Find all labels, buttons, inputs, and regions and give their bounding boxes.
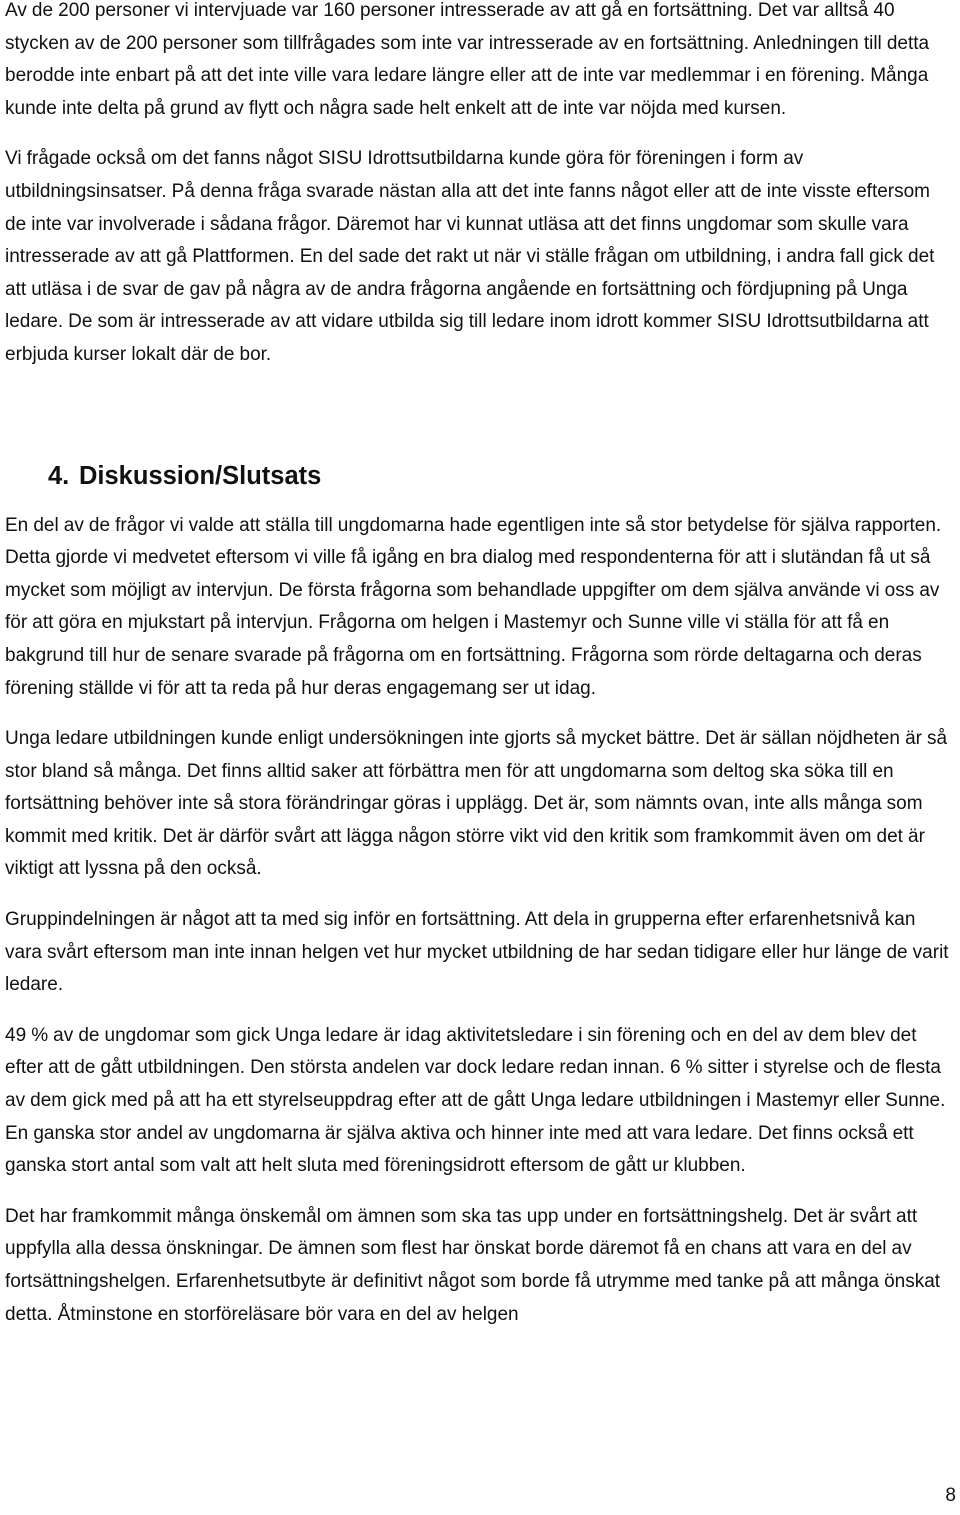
section-number: 4. [48,461,70,490]
section-heading [5,459,955,493]
body-paragraph: Unga ledare utbildningen kunde enligt undersökningen inte gjorts så mycket bättre. Det är sällan nöjdheten är så stor bland så många. Det finns alltid saker att förbättra men för att ungdomarna som deltog ska söka till en fortsättning behöver inte så stora förändringar göras i upplägg. Det är, som nämnts ovan, inte alls många som kommit med kritik. Det är därför svårt att lägga någon större vikt vid den kritik som framkommit även om det är viktigt att lyssna på den också. [5,728,948,880]
page-number: 8 [945,1485,956,1506]
document-page [5,0,955,1331]
body-paragraph: Gruppindelningen är något att ta med sig inför en fortsättning. Att dela in grupperna efter erfarenhetsnivå kan vara svårt eftersom man inte innan helgen vet hur mycket utbildning de har sedan tidigare eller hur länge de varit ledare. [5,909,949,996]
body-paragraph: En del av de frågor vi valde att ställa till ungdomarna hade egentligen inte så stor betydelse för själva rapporten. Detta gjorde vi medvetet eftersom vi ville få igång en bra dialog med respondenterna för att i slutändan få ut så mycket som möjligt av intervjun. De första frågorna som behandlade uppgifter om dem själva använde vi oss av för att göra en mjukstart på intervjun. Frågorna om helgen i Mastemyr och Sunne ville vi ställa för att få en bakgrund till hur de senare svarade på frågorna om en fortsättning. Frågorna som rörde deltagarna och deras förening ställde vi för att ta reda på hur deras engagemang ser ut idag. [5,514,942,699]
section-title: Diskussion/Slutsats [79,461,322,490]
body-paragraph: 49 % av de ungdomar som gick Unga ledare är idag aktivitetsledare i sin förening och en del av dem blev det efter att de gått utbildningen. Den största andelen var dock ledare redan innan. 6 % sitter i styrelse och de flesta av dem gick med på att ha ett styrelseuppdrag efter att de gått Unga ledare utbildningen i Mastemyr eller Sunne. En ganska stor andel av ungdomarna är själva aktiva och hinner inte med att vara ledare. Det finns också ett ganska stort antal som valt att helt sluta med föreningsidrott eftersom de gått ur klubben. [5,1024,946,1177]
body-paragraph: Av de 200 personer vi intervjuade var 160 personer intresserade av att gå en fortsättning. Det var alltså 40 stycken av de 200 personer som tillfrågades som inte var intresserade av en fortsättning. Anledningen till detta berodde inte enbart på att det inte ville vara ledare längre eller att de inte var medlemmar i en förening. Många kunde inte delta på grund av flytt och några sade helt enkelt att de inte var nöjda med kursen. [5,0,930,119]
body-paragraph: Vi frågade också om det fanns något SISU Idrottsutbildarna kunde göra för föreningen i form av utbildningsinsatser. På denna fråga svarade nästan alla att det inte fanns något eller att de inte visste eftersom de inte var involverade i sådana frågor. Däremot har vi kunnat utläsa att det finns ungdomar som skulle vara intresserade av att gå Plattformen. En del sade det rakt ut när vi ställe frågan om utbildning, i andra fall gick det att utläsa i de svar de gav på några av de andra frågorna angående en fortsättning och fördjupning på Unga ledare. De som är intresserade av att vidare utbilda sig till ledare inom idrott kommer SISU Idrottsutbildarna att erbjuda kurser lokalt där de bor. [5,148,935,365]
body-paragraph: Det har framkommit många önskemål om ämnen som ska tas upp under en fortsättningshelg. Det är svårt att uppfylla alla dessa önskningar. De ämnen som flest har önskat borde däremot få en chans att vara en del av fortsättningshelgen. Erfarenhetsutbyte är definitivt något som borde få utrymme med tanke på att många önskat detta. Åtminstone en storföreläsare bör vara en del av helgen [5,1205,941,1325]
